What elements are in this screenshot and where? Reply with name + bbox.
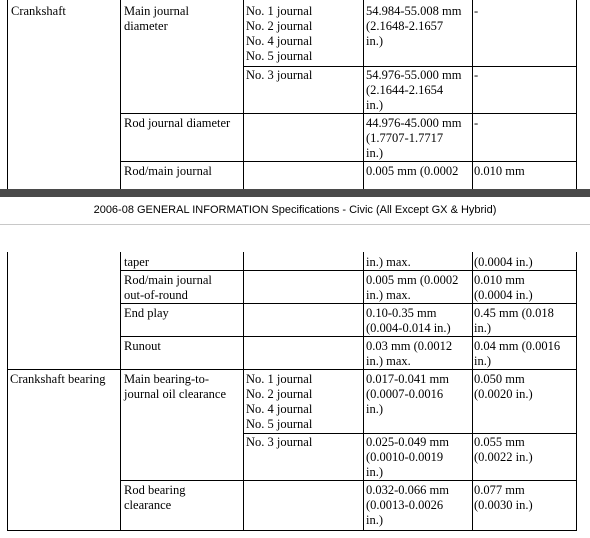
col-line	[363, 252, 364, 531]
item-label: taper	[124, 255, 149, 269]
standard-value: 0.025-0.049 mm (0.0010-0.0019 in.)	[366, 435, 449, 479]
standard-value: 0.005 mm (0.0002	[366, 164, 459, 178]
standard-value: 0.03 mm (0.0012 in.) max.	[366, 339, 453, 368]
row-line	[120, 336, 577, 337]
journal-list: No. 1 journal No. 2 journal No. 4 journal No. 5 journal	[246, 4, 313, 63]
standard-value: 0.017-0.041 mm (0.0007-0.0016 in.)	[366, 372, 449, 416]
col-line	[120, 252, 121, 531]
spec-table-top	[0, 0, 590, 189]
row-line	[243, 66, 577, 67]
limit-value: 0.055 mm (0.0022 in.)	[474, 435, 533, 464]
col-line	[243, 252, 244, 531]
row-line	[120, 480, 577, 481]
limit-value: (0.0004 in.)	[474, 255, 533, 269]
row-line	[120, 303, 577, 304]
item-label: Main bearing-to- journal oil clearance	[124, 372, 227, 401]
page-header: 2006-08 GENERAL INFORMATION Specifications - Civic (All Except GX & Hybrid)	[0, 197, 590, 224]
item-label: Runout	[124, 339, 161, 353]
page-break-bar	[0, 189, 590, 197]
col-line	[7, 0, 8, 189]
journal-list: No. 3 journal	[246, 68, 313, 82]
item-label: Rod/main journal out-of-round	[124, 273, 212, 302]
col-line	[7, 252, 8, 531]
standard-value: 0.10-0.35 mm (0.004-0.014 in.)	[366, 306, 451, 335]
row-line	[120, 113, 577, 114]
col-line	[472, 252, 473, 531]
standard-value: 54.984-55.008 mm (2.1648-2.1657 in.)	[366, 4, 462, 48]
standard-value: 44.976-45.000 mm (1.7707-1.7717 in.)	[366, 116, 462, 160]
journal-list: No. 3 journal	[246, 435, 313, 449]
standard-value: 54.976-55.000 mm (2.1644-2.1654 in.)	[366, 68, 462, 112]
component-label: Crankshaft bearing	[10, 372, 106, 386]
row-line	[120, 161, 577, 162]
standard-value: in.) max.	[366, 255, 411, 269]
limit-value: -	[474, 116, 479, 130]
standard-value: 0.032-0.066 mm (0.0013-0.0026 in.)	[366, 483, 449, 527]
limit-value: -	[474, 4, 479, 18]
row-line	[243, 433, 577, 434]
row-line	[120, 270, 577, 271]
limit-value: 0.010 mm (0.0004 in.)	[474, 273, 533, 302]
item-label: Rod journal diameter	[124, 116, 231, 130]
col-line	[576, 252, 577, 531]
limit-value: 0.04 mm (0.0016 in.)	[474, 339, 561, 368]
item-label: Main journal diameter	[124, 4, 189, 33]
item-label: End play	[124, 306, 169, 320]
limit-value: 0.050 mm (0.0020 in.)	[474, 372, 533, 401]
item-label: Rod/main journal	[124, 164, 212, 178]
row-line	[7, 530, 577, 531]
spec-table-bottom	[0, 225, 590, 538]
journal-list: No. 1 journal No. 2 journal No. 4 journal No. 5 journal	[246, 372, 313, 431]
item-label: Rod bearing clearance	[124, 483, 186, 512]
limit-value: 0.010 mm	[474, 164, 525, 178]
limit-value: 0.45 mm (0.018 in.)	[474, 306, 554, 335]
limit-value: -	[474, 68, 479, 82]
limit-value: 0.077 mm (0.0030 in.)	[474, 483, 533, 512]
row-line	[7, 369, 577, 370]
standard-value: 0.005 mm (0.0002 in.) max.	[366, 273, 459, 302]
component-label: Crankshaft	[11, 4, 66, 18]
